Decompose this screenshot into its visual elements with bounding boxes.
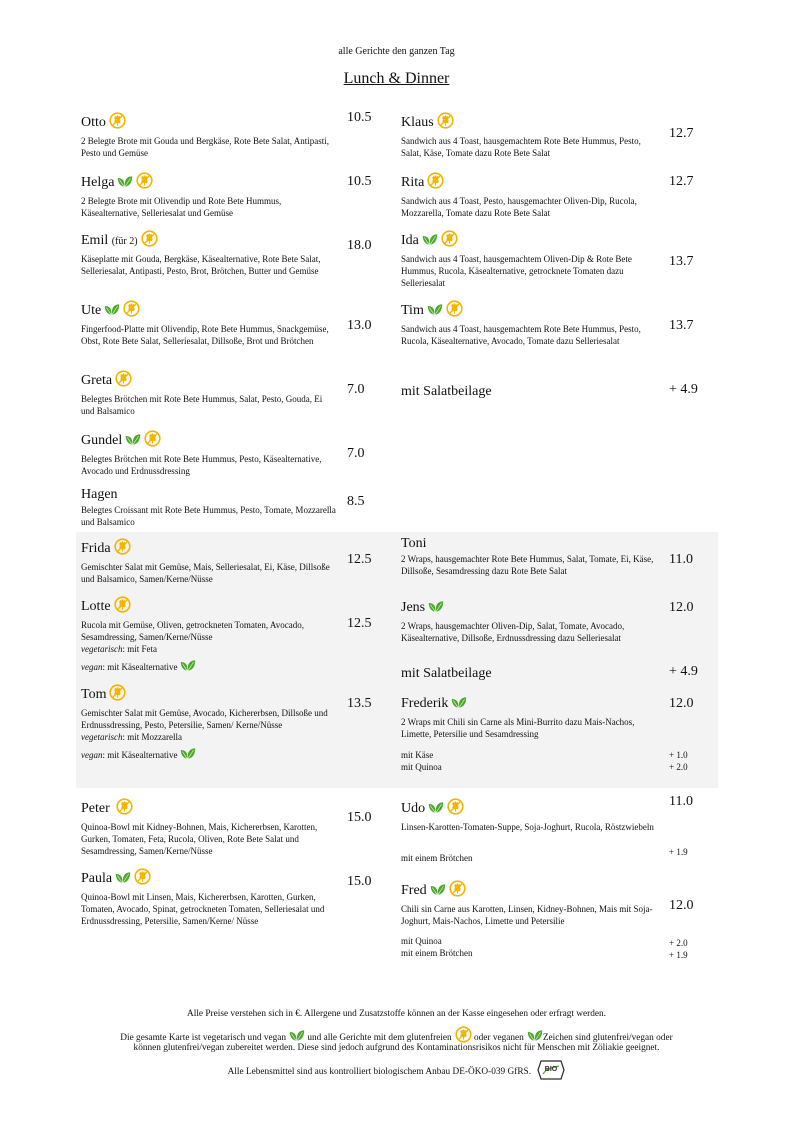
item-name: Toni: [401, 536, 427, 551]
price-rita: 12.7: [669, 174, 694, 189]
menu-item-ute: [81, 300, 336, 347]
item-description: Quinoa-Bowl mit Linsen, Mais, Kichererbsen, Karotten, Gurken, Tomaten, Avocado, Spinat, getrockneten Tomaten, Selleriesalat und Erdnussdressing, Petersilie, Samen/Kerne/ Nüsse: [81, 892, 325, 926]
vegan-leaf-icon: [115, 871, 131, 890]
vegan-leaf-icon: [125, 433, 141, 452]
item-description: Linsen-Karotten-Tomaten-Suppe, Soja-Joghurt, Rucola, Röstzwiebeln: [401, 822, 654, 832]
footer-text: Alle Lebensmittel sind aus kontrolliert biologischem Anbau DE-ÖKO-039 GfRS.: [227, 1067, 532, 1078]
svg-text:BIO: BIO: [545, 1066, 558, 1073]
item-name: Frida: [81, 541, 111, 556]
item-description: [81, 619, 336, 676]
vegan-leaf-icon: [428, 600, 444, 619]
extra-price: + 1.9: [669, 847, 688, 857]
footer-text: Die gesamte Karte ist vegetarisch und vegan: [120, 1033, 287, 1043]
item-name: Frederik: [401, 696, 449, 711]
vegetarian-text: : mit Mozzarella: [122, 732, 182, 742]
price-frida: 12.5: [347, 552, 372, 567]
extra-label: mit Käse: [401, 750, 434, 760]
item-name: Rita: [401, 175, 425, 190]
menu-item-gundel: [81, 430, 336, 477]
price-emil: 18.0: [347, 238, 372, 253]
item-description: Fingerfood-Platte mit Olivendip, Rote Bete Hummus, Snackgemüse, Obst, Rote Bete Salat, Selleriesalat, Dillsoße, Brot und Brötchen: [81, 324, 329, 346]
gluten-free-icon: [123, 300, 140, 322]
price-wrap-side-salad: + 4.9: [669, 664, 698, 679]
price-paula: 15.0: [347, 874, 372, 889]
gluten-free-icon: [447, 798, 464, 820]
price-lotte: 12.5: [347, 616, 372, 631]
item-description: Sandwich aus 4 Toast, hausgemachtem Oliven-Dip & Rote Bete Hummus, Rucola, Käsealternative, getrocknete Tomaten dazu Selleriesalat: [401, 254, 632, 288]
menu-item-fred: [401, 880, 663, 927]
menu-item-ida: [401, 230, 659, 289]
gluten-free-icon: [109, 684, 126, 706]
item-name: Peter: [81, 801, 110, 816]
price-ute: 13.0: [347, 318, 372, 333]
vegan-leaf-icon: [117, 175, 133, 194]
vegan-leaf-icon: [422, 233, 438, 252]
item-description: 2 Wraps, hausgemachter Rote Bete Hummus, Salat, Tomate, Ei, Käse, Dillsoße, Sesamdressing dazu Rote Bete Salat: [401, 554, 654, 576]
gluten-free-icon: [116, 798, 133, 820]
gluten-free-icon: [109, 112, 126, 134]
gluten-free-icon: [114, 538, 131, 560]
gluten-free-icon: [441, 230, 458, 252]
item-description: Sandwich aus 4 Toast, Pesto, hausgemachter Oliven-Dip, Rucola, Mozzarella, Tomate dazu Rote Bete Salat: [401, 196, 637, 218]
gluten-free-icon: [427, 172, 444, 194]
gluten-free-icon: [446, 300, 463, 322]
item-description: Sandwich aus 4 Toast, hausgemachtem Rote Bete Hummus, Pesto, Rucola, Käsealternative, Avocado, Tomate dazu Selleriesalat: [401, 324, 641, 346]
item-description: 2 Wraps, hausgemachter Oliven-Dip, Salat, Tomate, Avocado, Käsealternative, Dillsoße, Erdnussdressing dazu Selleriesalat: [401, 621, 625, 643]
footer-organic-note: [0, 1060, 793, 1084]
price-toni: 11.0: [669, 552, 693, 567]
vegetarian-label: vegetarisch: [81, 732, 123, 742]
item-name: Udo: [401, 801, 426, 816]
extra-price: + 1.9: [669, 950, 688, 960]
item-name: Greta: [81, 373, 113, 388]
menu-item-emil: [81, 230, 336, 277]
vegetarian-text: : mit Feta: [122, 644, 157, 654]
vegan-text: : mit Käsealternative: [102, 750, 178, 760]
extra-price: + 2.0: [669, 938, 688, 948]
item-description: 2 Belegte Brote mit Olivendip und Rote Bete Hummus, Käsealternative, Selleriesalat und Gemüse: [81, 196, 282, 218]
item-name: Helga: [81, 175, 115, 190]
gluten-free-icon: [449, 880, 466, 902]
vegan-leaf-icon: [430, 883, 446, 902]
menu-item-peter: [81, 798, 336, 857]
vegetarian-option: [81, 643, 336, 655]
menu-item-sandwich-side-salad: [401, 384, 492, 400]
footer-text: und alle Gerichte mit dem glutenfreien: [307, 1033, 452, 1043]
desc-text: Rucola mit Gemüse, Oliven, getrockneten Tomaten, Avocado, Sesamdressing, Samen/Kerne/Nüsse: [81, 620, 304, 642]
item-name: Ida: [401, 233, 419, 248]
vegetarian-option: [81, 731, 336, 743]
vegan-leaf-icon: [428, 801, 444, 820]
item-name: Emil: [81, 233, 109, 248]
menu-item-rita: [401, 172, 659, 219]
menu-item-udo: [401, 798, 659, 833]
extra-label: mit einem Brötchen: [401, 948, 473, 958]
menu-item-klaus: [401, 112, 659, 159]
gluten-free-icon: [136, 172, 153, 194]
item-name: mit Salatbeilage: [401, 666, 492, 681]
price-sandwich-side-salad: + 4.9: [669, 382, 698, 397]
menu-item-jens: [401, 600, 659, 644]
item-description: Belegtes Brötchen mit Rote Bete Hummus, Salat, Pesto, Gouda, Ei und Balsamico: [81, 394, 323, 416]
price-fred: 12.0: [669, 898, 694, 913]
price-udo: 11.0: [669, 794, 693, 809]
vegan-label: vegan: [81, 662, 103, 672]
bio-seal-icon: [537, 1060, 565, 1084]
serving-note: alle Gerichte den ganzen Tag: [338, 46, 455, 57]
price-peter: 15.0: [347, 810, 372, 825]
price-ida: 13.7: [669, 254, 694, 269]
menu-item-hagen: [81, 487, 336, 528]
menu-item-tom: [81, 684, 336, 764]
item-description: Quinoa-Bowl mit Kidney-Bohnen, Mais, Kichererbsen, Karotten, Gurken, Tomaten, Feta, Rucola, Oliven, Rote Bete Salat und Sesamdressing, Samen/Kerne/Nüsse: [81, 822, 318, 856]
menu-item-greta: [81, 370, 336, 417]
price-tim: 13.7: [669, 318, 694, 333]
item-name: Otto: [81, 115, 106, 130]
item-name: Lotte: [81, 599, 111, 614]
price-greta: 7.0: [347, 382, 365, 397]
vegan-leaf-icon: [451, 696, 467, 715]
item-name: Fred: [401, 883, 427, 898]
vegetarian-label: vegetarisch: [81, 644, 123, 654]
footer-text: oder veganen: [474, 1033, 524, 1043]
footer-prices-note: Alle Preise verstehen sich in €. Allergene und Zusatzstoffe können an der Kasse eingesehen oder erfragt werden.: [187, 1009, 606, 1019]
item-description: 2 Wraps mit Chili sin Carne als Mini-Burrito dazu Mais-Nachos, Limette, Petersilie und Sesamdressing: [401, 717, 635, 739]
item-description: Gemischter Salat mit Gemüse, Mais, Selleriesalat, Ei, Käse, Dillsoße und Balsamico, Samen/Kerne/Nüsse: [81, 562, 330, 584]
item-name: Gundel: [81, 433, 123, 448]
extra-label: mit einem Brötchen: [401, 853, 473, 863]
price-klaus: 12.7: [669, 126, 694, 141]
desc-text: Gemischter Salat mit Gemüse, Avocado, Kichererbsen, Dillsoße und Erdnussdressing, Pesto, Petersilie, Samen/ Kerne/Nüsse: [81, 708, 328, 730]
price-gundel: 7.0: [347, 446, 365, 461]
gluten-free-icon: [141, 230, 158, 252]
gluten-free-icon: [114, 596, 131, 618]
menu-item-tim: [401, 300, 659, 347]
item-name: Ute: [81, 303, 102, 318]
vegan-leaf-icon: [104, 303, 120, 322]
footer-text: Zeichen sind glutenfrei/vegan oder: [542, 1033, 673, 1043]
vegan-text: : mit Käsealternative: [102, 662, 178, 672]
item-description: [81, 707, 336, 764]
item-name-suffix: (für 2): [111, 236, 138, 247]
menu-item-frederik: [401, 696, 659, 740]
item-name: Tim: [401, 303, 424, 318]
extra-label: mit Quinoa: [401, 762, 442, 772]
item-name: mit Salatbeilage: [401, 384, 492, 399]
item-description: Sandwich aus 4 Toast, hausgemachtem Rote Bete Hummus, Pesto, Salat, Käse, Tomate dazu Rote Bete Salat: [401, 136, 641, 158]
page-title: Lunch & Dinner: [343, 70, 450, 87]
item-description: Käseplatte mit Gouda, Bergkäse, Käsealternative, Rote Bete Salat, Selleriesalat, Antipasti, Pesto, Brot, Brötchen, Butter und Gemüse: [81, 254, 321, 276]
item-description: 2 Belegte Brote mit Gouda und Bergkäse, Rote Bete Salat, Antipasti, Pesto und Gemüse: [81, 136, 330, 158]
item-name: Tom: [81, 687, 107, 702]
item-name: Jens: [401, 600, 426, 615]
extra-label: mit Quinoa: [401, 936, 442, 946]
menu-item-helga: [81, 172, 336, 219]
vegan-option: [81, 747, 336, 764]
footer-coeliac-note: können glutenfrei/vegan zubereitet werden. Diese sind jedoch aufgrund des Kontaminationsrisikos nicht für Menschen mit Zöliakie geeignet.: [133, 1043, 660, 1053]
price-frederik: 12.0: [669, 696, 694, 711]
item-name: Hagen: [81, 487, 118, 502]
price-jens: 12.0: [669, 600, 694, 615]
vegan-leaf-icon: [180, 659, 196, 676]
price-helga: 10.5: [347, 174, 372, 189]
vegan-label: vegan: [81, 750, 103, 760]
extra-price: + 1.0: [669, 750, 688, 760]
item-description: Chili sin Carne aus Karotten, Linsen, Kidney-Bohnen, Mais mit Soja-Joghurt, Mais-Nachos, Limette und Petersilie: [401, 904, 653, 926]
vegan-leaf-icon: [427, 303, 443, 322]
gluten-free-icon: [144, 430, 161, 452]
price-hagen: 8.5: [347, 494, 365, 509]
price-otto: 10.5: [347, 110, 372, 125]
item-name: Klaus: [401, 115, 434, 130]
item-description: Belegtes Croissant mit Rote Bete Hummus, Pesto, Tomate, Mozzarella und Balsamico: [81, 505, 336, 527]
item-name: Paula: [81, 871, 113, 886]
gluten-free-icon: [437, 112, 454, 134]
vegan-option: [81, 659, 336, 676]
vegan-leaf-icon: [180, 747, 196, 764]
item-description: Belegtes Brötchen mit Rote Bete Hummus, Pesto, Käsealternative, Avocado und Erdnussdressing: [81, 454, 322, 476]
menu-item-toni: [401, 536, 659, 577]
extra-price: + 2.0: [669, 762, 688, 772]
menu-item-frida: [81, 538, 336, 585]
menu-item-otto: [81, 112, 336, 159]
menu-item-lotte: [81, 596, 336, 676]
menu-item-paula: [81, 868, 336, 927]
gluten-free-icon: [115, 370, 132, 392]
menu-item-wrap-side-salad: [401, 666, 492, 682]
price-tom: 13.5: [347, 696, 372, 711]
gluten-free-icon: [134, 868, 151, 890]
